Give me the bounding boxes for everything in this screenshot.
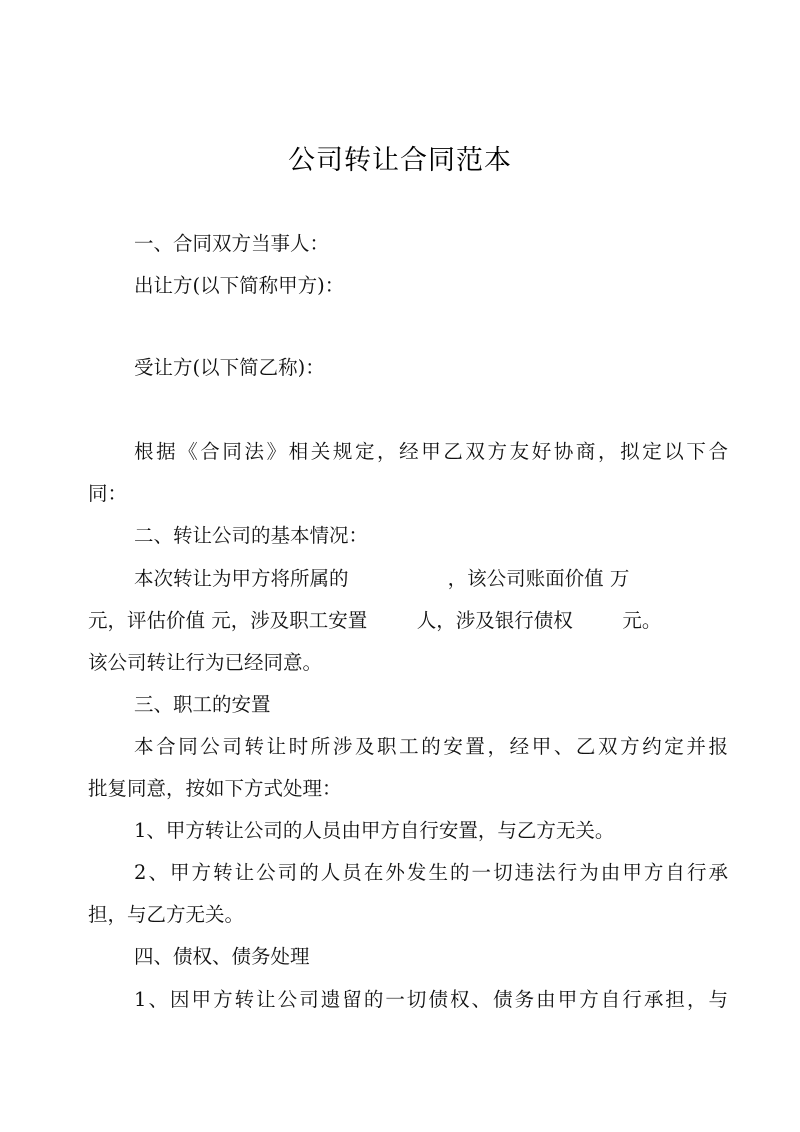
document-title: 公司转让合同范本 (288, 145, 512, 176)
section-heading-company-info: 二、转让公司的基本情况： (134, 524, 369, 547)
staff-paragraph-line-1: 本合同公司转让时所涉及职工的安置，经甲、乙双方约定并报 (134, 735, 728, 758)
staff-item-2-line-1: 2、甲方转让公司的人员在外发生的一切违法行为由甲方自行承 (134, 861, 728, 884)
staff-item-2-line-2: 担，与乙方无关。 (88, 903, 245, 926)
section-heading-staff: 三、职工的安置 (134, 693, 271, 716)
transferor-line: 出让方(以下简称甲方)： (134, 274, 345, 297)
staff-paragraph-line-2: 批复同意，按如下方式处理： (88, 777, 342, 800)
transferee-line: 受让方(以下简乙称)： (134, 356, 325, 379)
company-info-line-2: 元，评估价值 元，涉及职工安置 人，涉及银行债权 元。 (88, 609, 662, 632)
company-info-line-3: 该公司转让行为已经同意。 (88, 651, 323, 674)
basis-paragraph-line-2: 同： (88, 482, 128, 505)
section-heading-parties: 一、合同双方当事人： (134, 232, 330, 255)
company-info-line-1: 本次转让为甲方将所属的 ，该公司账面价值 万 (134, 567, 630, 590)
staff-item-1: 1、甲方转让公司的人员由甲方自行安置，与乙方无关。 (134, 819, 615, 842)
basis-paragraph-line-1: 根据《合同法》相关规定，经甲乙双方友好协商，拟定以下合 (134, 440, 728, 463)
section-heading-debts: 四、债权、债务处理 (134, 945, 310, 968)
debts-item-1-line-1: 1、因甲方转让公司遗留的一切债权、债务由甲方自行承担，与 (134, 988, 728, 1011)
